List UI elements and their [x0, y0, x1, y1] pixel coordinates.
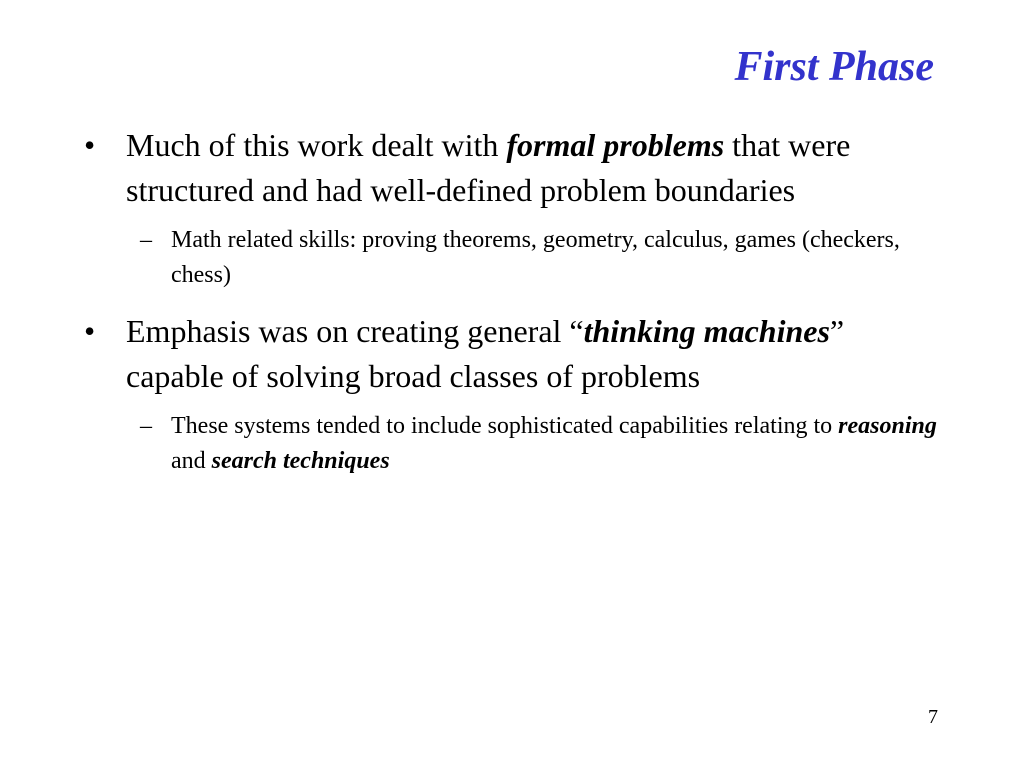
- bullet-thinking-machines: [84, 309, 944, 399]
- subbullet-math-skills: [84, 223, 944, 293]
- dash-marker: –: [140, 227, 152, 253]
- bullet-text: Much of this work dealt with: [126, 127, 507, 163]
- subbullet-capabilities: [84, 409, 944, 479]
- emphasis-formal-problems: formal problems: [506, 127, 725, 163]
- dash-marker: –: [140, 413, 152, 439]
- subbullet-text: These systems tended to include sophisticated capabilities relating to: [171, 413, 839, 439]
- subbullet-text: Math related skills: proving theorems, geometry, calculus, games (checkers, chess): [171, 227, 900, 288]
- slide-content: [84, 123, 944, 495]
- bullet-text: that were structured and had well-defined problem boundaries: [126, 127, 851, 208]
- bullet-marker: •: [84, 313, 96, 349]
- bullet-marker: •: [84, 127, 96, 163]
- bullet-formal-problems: [84, 123, 944, 213]
- emphasis-thinking-machines: thinking machines: [583, 313, 830, 349]
- bullet-text: Emphasis was on creating general “: [126, 313, 584, 349]
- slide-title: First Phase: [734, 44, 934, 90]
- bullet-text: ” capable of solving broad classes of problems: [126, 313, 845, 394]
- emphasis-search-techniques: search techniques: [211, 448, 390, 474]
- subbullet-text: and: [171, 448, 212, 474]
- emphasis-reasoning: reasoning: [838, 413, 937, 439]
- page-number: 7: [928, 706, 938, 728]
